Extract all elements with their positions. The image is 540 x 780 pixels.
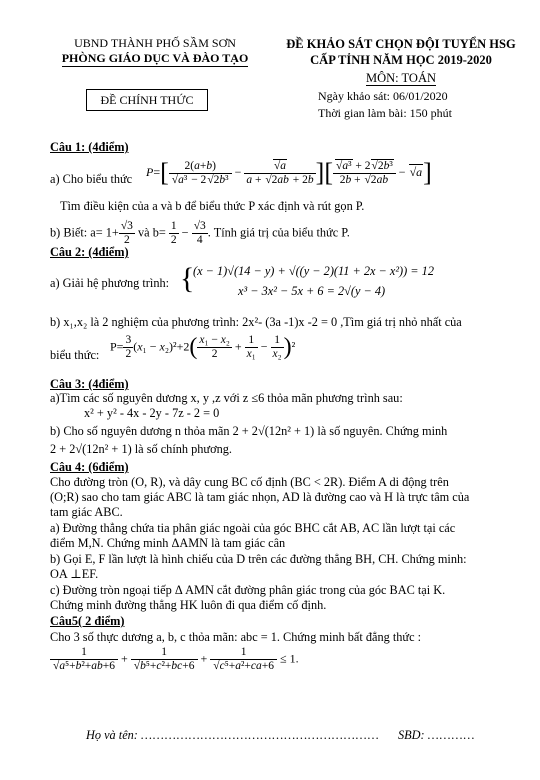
q3-title: Câu 3: (4điểm) <box>50 377 129 391</box>
q1-a-task: Tìm điều kiện của a và b để biểu thức P xác định và rút gọn P. <box>60 199 365 213</box>
q4-line: điểm M,N. Chứng minh ΔAMN là tam giác cân <box>50 536 286 550</box>
q4-line: OA ⊥EF. <box>50 567 99 581</box>
q4-line: (O;R) sao cho tam giác ABC là tam giác nhọn, AD là đường cao và H là trực tâm của <box>50 490 470 504</box>
q2-b-expression: P= $\frac{3}{2}$ (x₁ − x₂)²+2( $\frac{\text{x₁ − x₂}}{2}$ + $\frac{1}{\text{x₁}}$ − $\frac{1}{\text{x₂}}$ )² <box>110 334 296 360</box>
q1-a-expression: P=[ $\frac{2(a+b)}{\text{√a³ − 2√2b³}}$ − $\frac{√a}{a + √2ab + 2b}$ ][ $\frac{\text{√a³ + 2√2b³}}{2b + √2ab}$ − √a] <box>146 158 432 187</box>
q1-a-label: a) Cho biểu thức <box>50 172 133 186</box>
name-blank: …………………………………………………… <box>140 728 380 742</box>
q2-a-label: a) Giải hệ phương trình: <box>50 276 170 290</box>
q5-line: Cho 3 số thực dương a, b, c thỏa mãn: abc = 1. Chứng minh bất đẳng thức : <box>50 630 422 644</box>
footer-name-line <box>86 728 380 742</box>
exam-duration: Thời gian làm bài: 150 phút <box>318 106 452 120</box>
q4-line: Cho đường tròn (O, R), và dây cung BC cố định (BC < 2R). Điểm A di động trên <box>50 475 449 489</box>
q2-b-line1: b) x₁,x₂ là 2 nghiệm của phương trình: 2x²- (3a -1)x -2 = 0 ,Tìm giá trị nhỏ nhất của <box>50 315 462 329</box>
q3-a-line: a)Tìm các số nguyên dương x, y ,z với z ≤6 thỏa mãn phương trình sau: <box>50 391 403 405</box>
q4-line: tam giác ABC. <box>50 505 123 519</box>
q4-line: a) Đường thẳng chứa tia phân giác ngoài của góc BHC cắt AB, AC lần lượt tại các <box>50 521 456 535</box>
subject: MÔN: TOÁN <box>365 71 437 85</box>
department-name: PHÒNG GIÁO DỤC VÀ ĐÀO TẠO <box>61 51 249 65</box>
q3-b-line1: b) Cho số nguyên dương n thỏa mãn 2 + 2√(12n² + 1) là số nguyên. Chứng minh <box>50 424 448 438</box>
q5-inequality: $\frac{1}{\text{√a⁵+b²+ab+6}}$ + $\frac{1}{\text{√b⁵+c²+bc+6}}$ + $\frac{1}{\text{√c⁵+a²+ca+6}}$ ≤ 1. <box>50 646 299 673</box>
q2-eq1: (x − 1)√(14 − y) + √((y − 2)(11 + 2x − x²)) = 12 <box>193 264 434 278</box>
q3-b-line2: 2 + 2√(12n² + 1) là số chính phương. <box>50 442 232 456</box>
q2-eq2: x³ − 3x² − 5x + 6 = 2√(y − 4) <box>238 284 386 298</box>
sbd-blank: ………… <box>427 728 476 742</box>
header-right <box>262 36 540 68</box>
q4-line: c) Đường tròn ngoại tiếp Δ AMN cắt đường phân giác trong của góc BAC tại K. <box>50 583 446 597</box>
name-label: Họ và tên: <box>86 728 138 742</box>
system-brace: { <box>180 262 195 295</box>
header-left <box>40 36 270 67</box>
q5-title: Câu5( 2 điểm) <box>50 614 125 628</box>
q2-title: Câu 2: (4điểm) <box>50 245 129 259</box>
q4-line: Chứng minh đường thẳng HK luôn đi qua điểm cố định. <box>50 598 327 612</box>
q2-b-label: biểu thức: <box>50 348 100 362</box>
official-stamp-box: ĐỀ CHÍNH THỨC <box>86 89 208 111</box>
exam-level-year: CẤP TỈNH NĂM HỌC 2019-2020 <box>310 53 492 67</box>
exam-info <box>318 88 452 122</box>
city-committee: UBND THÀNH PHỐ SẦM SƠN <box>74 36 236 50</box>
sbd-label: SBD: <box>398 728 425 742</box>
q1-title: Câu 1: (4điểm) <box>50 140 129 154</box>
exam-date: Ngày khảo sát: 06/01/2020 <box>318 89 448 103</box>
q4-line: b) Gọi E, F lần lượt là hình chiếu của D trên các đường thẳng BH, CH. Chứng minh: <box>50 552 467 566</box>
q1-b-line: b) Biết: a= 1+ $\frac{√3}{2}$ và b= $\frac{1}{2}$ − $\frac{√3}{4}$ . Tính giá trị của biểu thức P. <box>50 220 350 246</box>
footer-sbd-line <box>398 728 475 742</box>
subject-line <box>262 70 540 86</box>
exam-title: ĐỀ KHẢO SÁT CHỌN ĐỘI TUYỂN HSG <box>286 37 516 51</box>
q3-a-equation: x² + y² - 4x - 2y - 7z - 2 = 0 <box>84 406 220 420</box>
q4-title: Câu 4: (6điểm) <box>50 460 129 474</box>
